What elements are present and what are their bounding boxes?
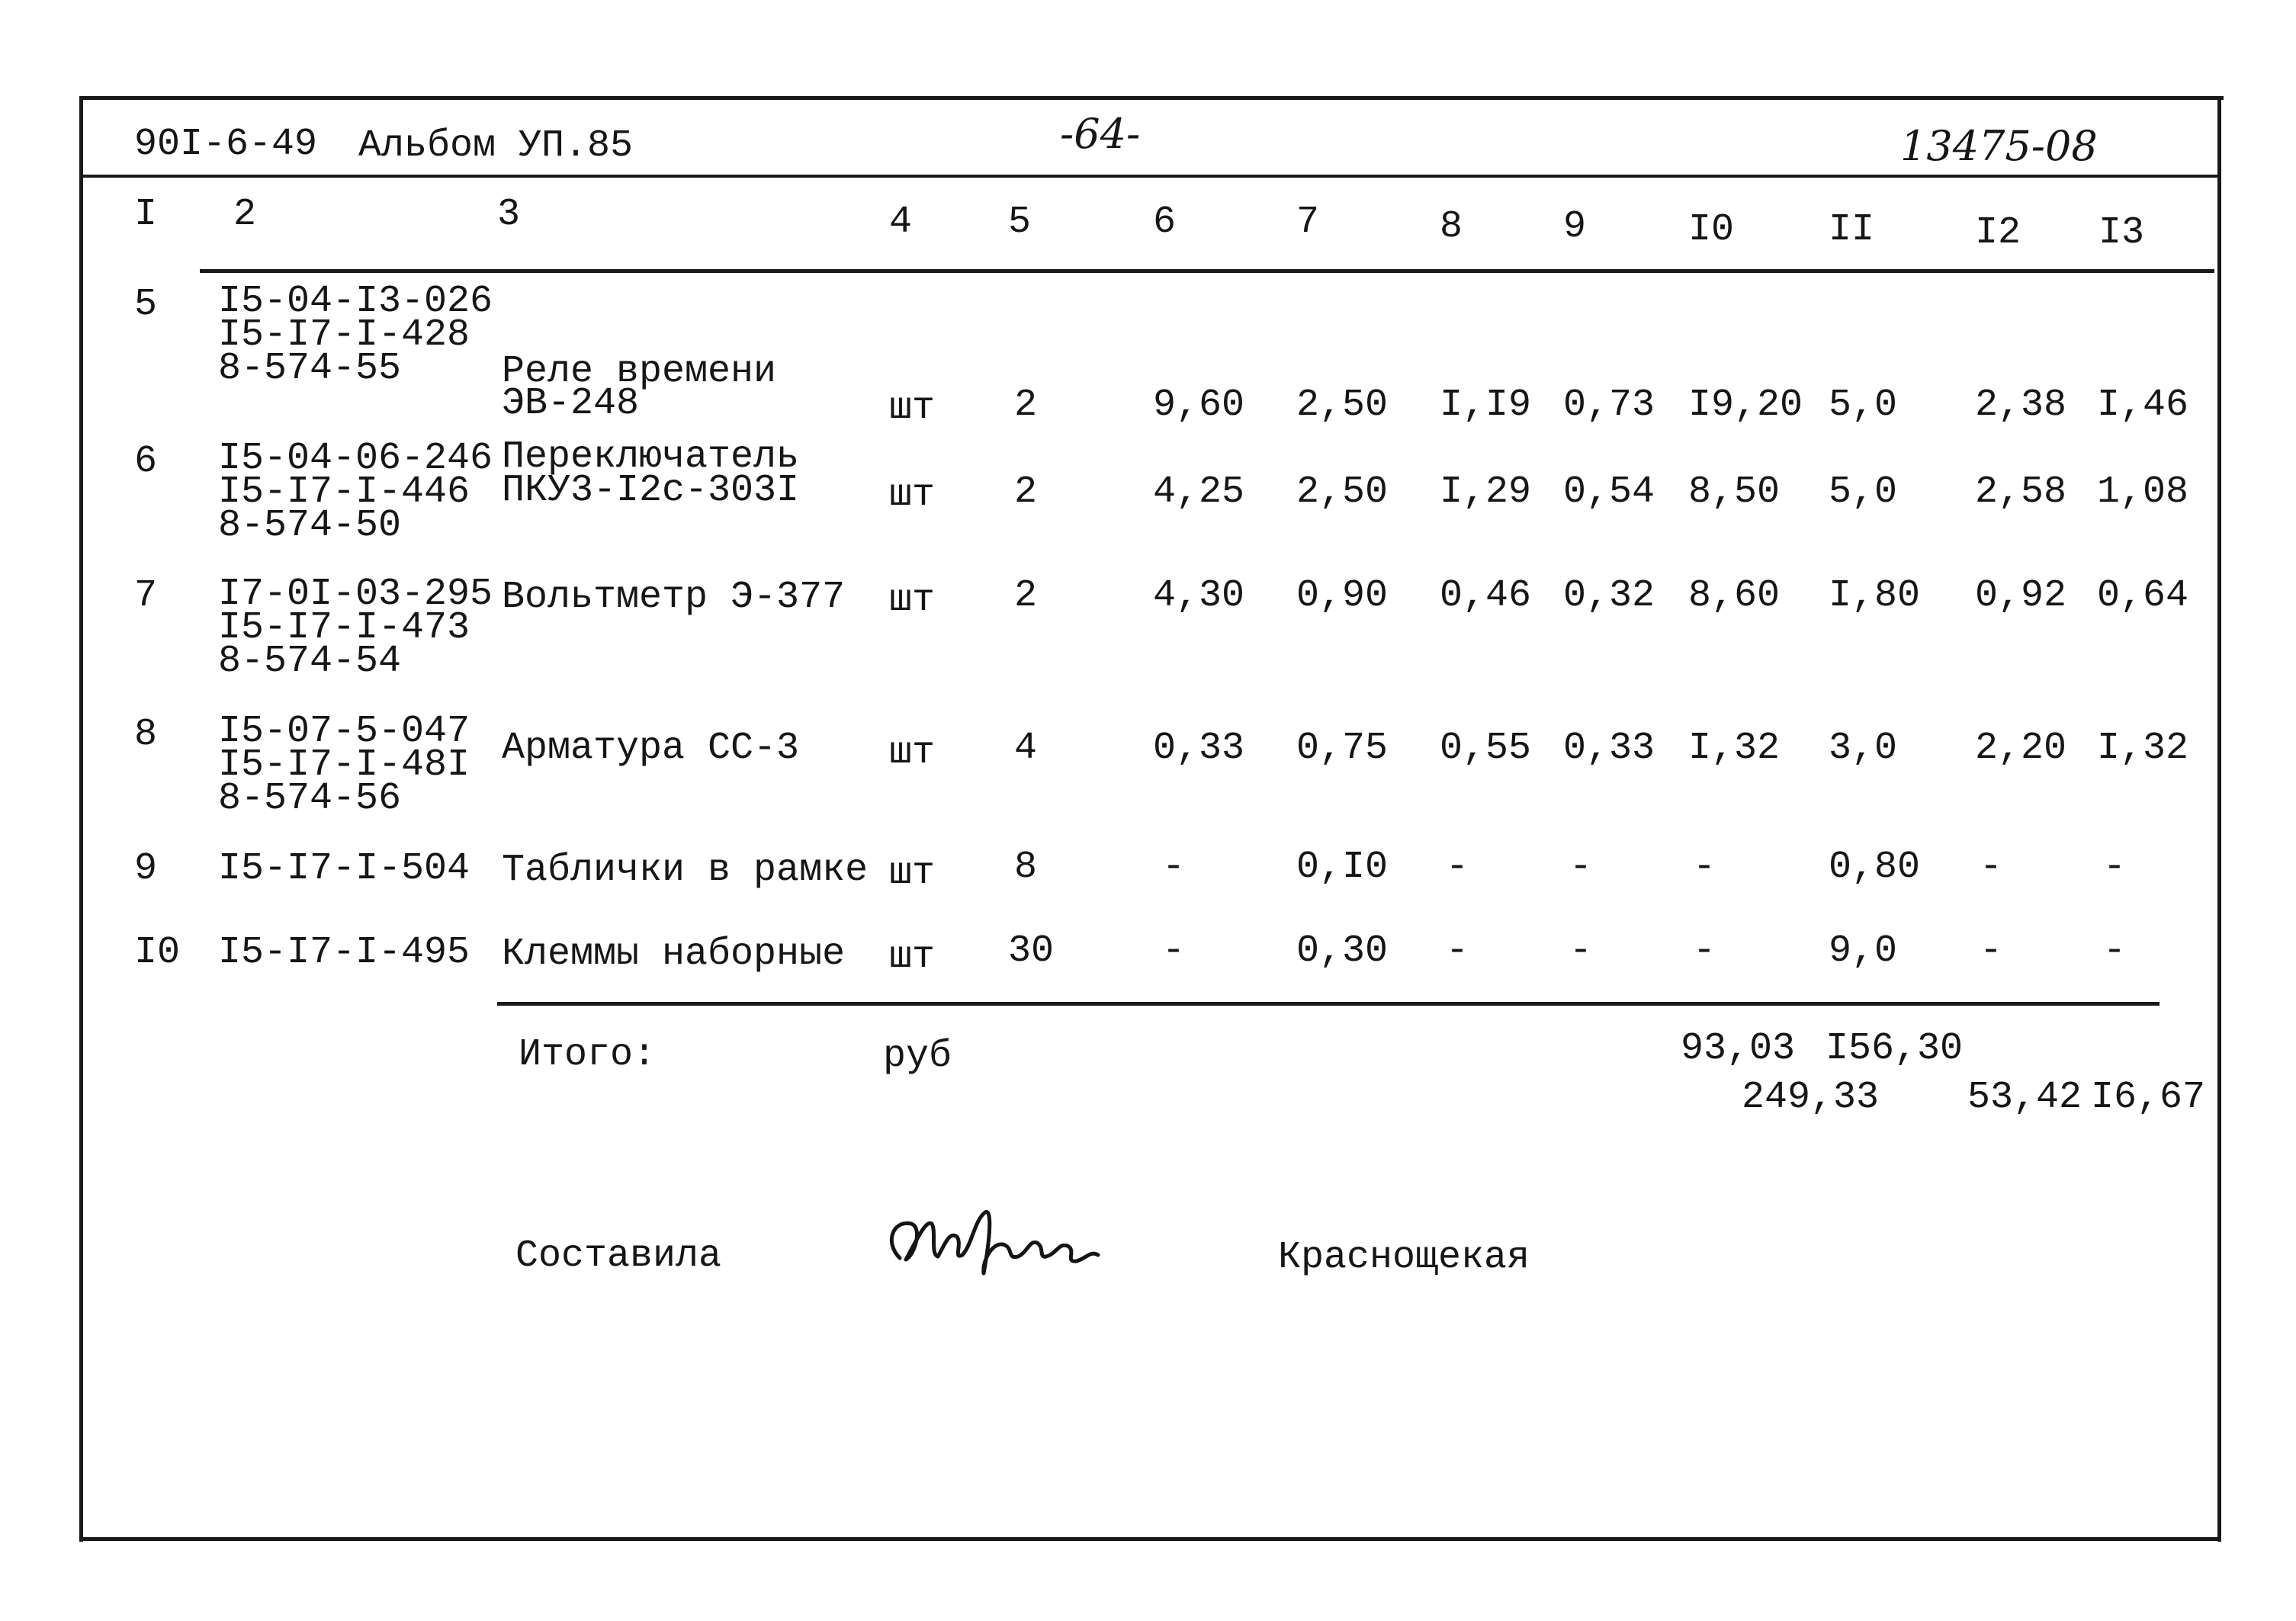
catalog-code: I5-04-06-246 [218,437,493,480]
item-name: ЭВ-248 [502,382,640,425]
value-cell-12: 0,92 [1975,574,2067,618]
frame-right-line [2217,96,2221,1542]
column-header-3: 3 [497,193,521,236]
row-number: 6 [134,440,158,483]
value-cell-11: 9,0 [1829,929,1898,973]
value-cell-8: I,I9 [1440,384,1532,427]
value-cell-11: I,80 [1829,574,1921,618]
column-header-11: II [1829,208,1875,252]
catalog-code: 8-574-50 [218,504,402,547]
totals-label: Итого: [519,1033,657,1077]
catalog-code: I5-I7-I-504 [218,847,470,891]
column-header-13: I3 [2099,211,2145,255]
value-cell-7: 0,I0 [1296,846,1389,889]
item-name: Арматура СС-3 [502,727,800,770]
column-header-6: 6 [1153,201,1177,244]
value-cell-7: 2,50 [1296,384,1389,427]
totals-col-13: I6,67 [2091,1076,2206,1119]
value-cell-9: - [1569,929,1593,973]
catalog-code: I5-07-5-047 [218,710,470,753]
album-label: Альбом УП.85 [358,124,634,168]
column-header-2: 2 [233,193,257,236]
value-cell-9: 0,33 [1563,727,1655,770]
page-number: -64- [1060,110,1141,158]
value-cell-10: 8,50 [1688,470,1781,514]
quantity-cell: 2 [1014,470,1038,514]
frame-bottom-line [79,1537,2221,1541]
value-cell-13: 0,64 [2097,574,2189,618]
value-cell-6: 9,60 [1153,384,1245,427]
totals-col-11: I56,30 [1826,1027,1964,1071]
row-number: 5 [134,283,158,326]
value-cell-12: 2,58 [1975,470,2067,514]
item-name: Вольтметр Э-377 [502,576,846,619]
totals-divider [497,1002,2160,1006]
unit-cell: шт [889,579,936,622]
value-cell-8: 0,55 [1440,727,1532,770]
totals-unit: руб [883,1035,952,1078]
unit-cell: шт [889,731,936,775]
quantity-cell: 4 [1014,727,1038,770]
row-number: 9 [134,847,158,891]
header-divider [79,175,2221,178]
catalog-code: I5-I7-I-495 [218,931,470,974]
totals-col-12: 53,42 [1967,1076,2082,1119]
unit-cell: шт [889,936,936,979]
item-name: ПКУ3-I2с-303I [502,469,800,512]
compiler-name: Краснощекая [1278,1236,1530,1279]
signature [877,1189,1121,1289]
value-cell-8: I,29 [1440,470,1532,514]
value-cell-13: - [2103,846,2127,889]
value-cell-7: 2,50 [1296,470,1389,514]
catalog-code: I5-04-I3-026 [218,280,493,323]
value-cell-8: - [1446,846,1469,889]
totals-combined: 249,33 [1742,1076,1880,1119]
value-cell-8: 0,46 [1440,574,1532,618]
value-cell-12: - [1980,929,2003,973]
value-cell-12: - [1980,846,2003,889]
value-cell-9: 0,73 [1563,384,1655,427]
value-cell-9: - [1569,846,1593,889]
inventory-number: 13475-08 [1900,122,2098,170]
catalog-code: I5-I7-I-428 [218,313,470,357]
value-cell-13: I,32 [2097,727,2189,770]
value-cell-11: 0,80 [1829,846,1921,889]
catalog-code: I7-0I-03-295 [218,573,493,616]
column-header-1: I [134,193,158,236]
value-cell-8: - [1446,929,1469,973]
column-header-7: 7 [1296,201,1320,244]
column-header-8: 8 [1440,205,1463,249]
value-cell-10: I,32 [1688,727,1781,770]
item-name: Переключатель [502,435,800,479]
catalog-code: I5-I7-I-446 [218,470,470,514]
value-cell-10: 8,60 [1688,574,1781,618]
project-code: 90I-6-49 [134,123,318,166]
value-cell-9: 0,54 [1563,470,1655,514]
column-header-4: 4 [889,201,913,244]
column-header-12: I2 [1975,211,2021,255]
value-cell-7: 0,75 [1296,727,1389,770]
unit-cell: шт [889,852,936,895]
value-cell-13: 1,08 [2097,470,2189,514]
value-cell-6: 4,30 [1153,574,1245,618]
item-name: Клеммы наборные [502,932,846,976]
column-header-divider [200,269,2214,273]
catalog-code: 8-574-55 [218,347,402,390]
value-cell-10: - [1693,846,1716,889]
quantity-cell: 30 [1008,929,1055,973]
value-cell-9: 0,32 [1563,574,1655,618]
unit-cell: шт [889,473,936,517]
frame-top-line [79,96,2224,100]
row-number: I0 [134,931,181,974]
value-cell-13: I,46 [2097,384,2189,427]
value-cell-11: 5,0 [1829,470,1898,514]
value-cell-6: - [1162,846,1186,889]
value-cell-7: 0,90 [1296,574,1389,618]
value-cell-11: 5,0 [1829,384,1898,427]
row-number: 8 [134,713,158,756]
value-cell-6: 0,33 [1153,727,1245,770]
row-number: 7 [134,574,158,618]
value-cell-12: 2,20 [1975,727,2067,770]
value-cell-6: 4,25 [1153,470,1245,514]
value-cell-10: I9,20 [1688,384,1803,427]
item-name: Реле времени [502,350,777,393]
quantity-cell: 2 [1014,574,1038,618]
catalog-code: I5-I7-I-473 [218,606,470,650]
item-name: Таблички в рамке [502,849,869,892]
quantity-cell: 8 [1014,846,1038,889]
value-cell-10: - [1693,929,1716,973]
value-cell-12: 2,38 [1975,384,2067,427]
compiled-by-label: Составила [515,1234,722,1278]
column-header-5: 5 [1008,201,1032,244]
unit-cell: шт [889,387,936,430]
value-cell-11: 3,0 [1829,727,1898,770]
quantity-cell: 2 [1014,384,1038,427]
column-header-10: I0 [1688,208,1735,252]
totals-col-10: 93,03 [1681,1027,1796,1071]
column-header-9: 9 [1563,205,1587,249]
frame-left-line [79,96,83,1542]
value-cell-7: 0,30 [1296,929,1389,973]
value-cell-6: - [1162,929,1186,973]
catalog-code: I5-I7-I-48I [218,743,470,787]
catalog-code: 8-574-54 [218,640,402,683]
catalog-code: 8-574-56 [218,777,402,820]
value-cell-13: - [2103,929,2127,973]
